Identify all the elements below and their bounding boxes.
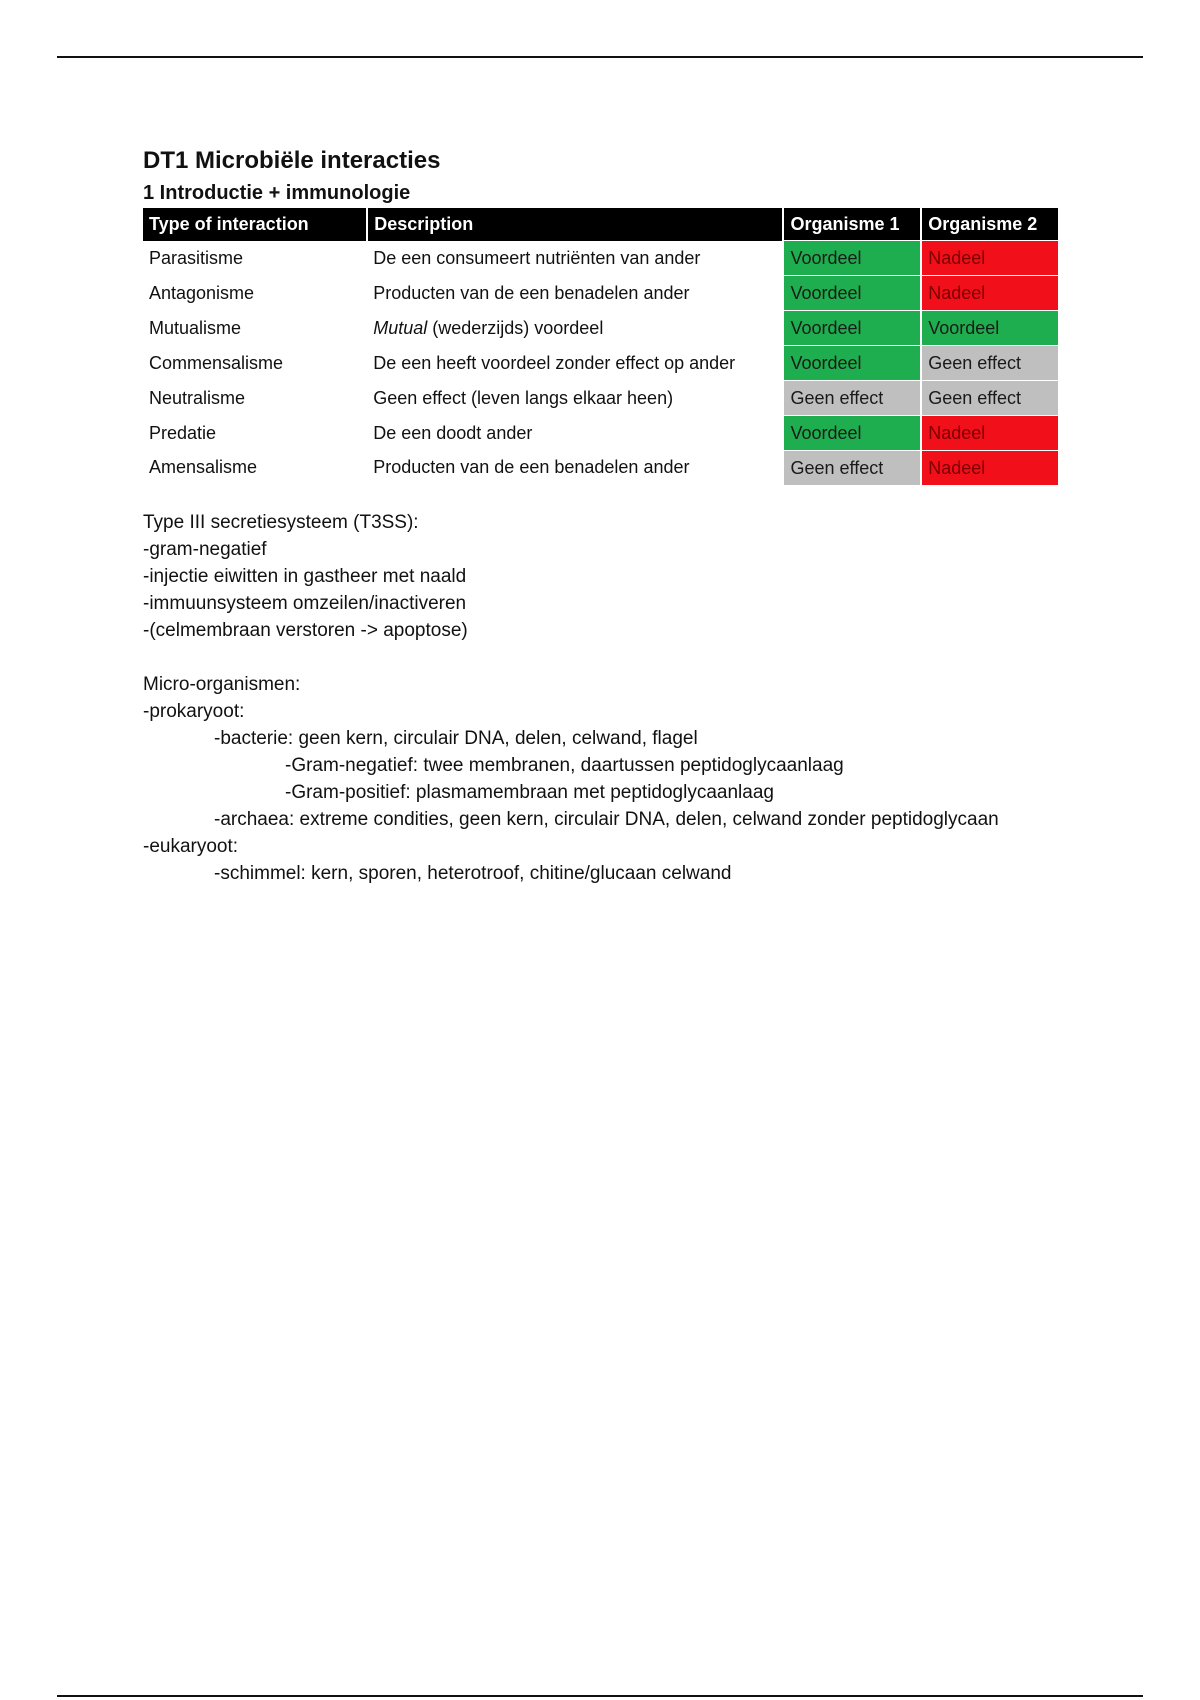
cell-organisme-2: Nadeel <box>921 416 1058 451</box>
top-rule <box>57 56 1143 58</box>
cell-description: Producten van de een benadelen ander <box>373 282 690 303</box>
t3ss-line: -(celmembraan verstoren -> apoptose) <box>143 620 468 641</box>
table-row <box>143 346 1058 381</box>
cell-type: Neutralisme <box>149 387 246 408</box>
table-row <box>143 241 1058 276</box>
table-row <box>143 451 1058 486</box>
cell-description: De een consumeert nutriënten van ander <box>373 247 701 268</box>
bacterie-line: -bacterie: geen kern, circulair DNA, delen, celwand, flagel <box>214 728 698 749</box>
header-type: Type of interaction <box>143 208 367 241</box>
cell-organisme-1: Voordeel <box>783 241 921 276</box>
t3ss-line: -gram-negatief <box>143 539 267 560</box>
page-content <box>143 144 1063 887</box>
cell-organisme-2: Nadeel <box>921 276 1058 311</box>
table-row <box>143 381 1058 416</box>
eukaryoot-line: -eukaryoot: <box>143 836 239 857</box>
spacer <box>143 644 1063 671</box>
micro-heading: Micro-organismen: <box>143 674 301 695</box>
cell-organisme-2: Geen effect <box>921 381 1058 416</box>
cell-type: Commensalisme <box>149 352 284 373</box>
section-title: 1 Introductie + immunologie <box>143 182 411 204</box>
prokaryoot-line: -prokaryoot: <box>143 701 245 722</box>
t3ss-line: -immuunsysteem omzeilen/inactiveren <box>143 593 467 614</box>
cell-organisme-1: Geen effect <box>783 451 921 486</box>
cell-organisme-2: Nadeel <box>921 241 1058 276</box>
t3ss-heading: Type III secretiesysteem (T3SS): <box>143 512 419 533</box>
archaea-line: -archaea: extreme condities, geen kern, circulair DNA, delen, celwand zonder peptidoglycaan <box>214 809 999 830</box>
table-row <box>143 311 1058 346</box>
cell-organisme-1: Voordeel <box>783 346 921 381</box>
cell-description: De een doodt ander <box>373 422 533 443</box>
gram-positief-line: -Gram-positief: plasmamembraan met peptidoglycaanlaag <box>285 782 774 803</box>
cell-description: De een heeft voordeel zonder effect op ander <box>373 352 736 373</box>
interactions-table <box>143 208 1058 485</box>
gram-negatief-line: -Gram-negatief: twee membranen, daartussen peptidoglycaanlaag <box>285 755 844 776</box>
header-organisme-1: Organisme 1 <box>783 208 921 241</box>
cell-type: Parasitisme <box>149 247 244 268</box>
cell-description: Geen effect (leven langs elkaar heen) <box>373 387 674 408</box>
cell-description-rest: (wederzijds) voordeel <box>427 317 604 338</box>
cell-organisme-1: Voordeel <box>783 416 921 451</box>
t3ss-line: -injectie eiwitten in gastheer met naald <box>143 566 467 587</box>
cell-organisme-1: Voordeel <box>783 311 921 346</box>
schimmel-line: -schimmel: kern, sporen, heterotroof, chitine/glucaan celwand <box>214 863 732 884</box>
cell-organisme-2: Nadeel <box>921 451 1058 486</box>
cell-type: Predatie <box>149 422 217 443</box>
table-row <box>143 416 1058 451</box>
header-organisme-2: Organisme 2 <box>921 208 1058 241</box>
cell-type: Amensalisme <box>149 457 258 478</box>
notes-section <box>143 509 1063 887</box>
cell-description <box>367 311 783 346</box>
cell-organisme-2: Voordeel <box>921 311 1058 346</box>
bottom-rule <box>57 1695 1143 1697</box>
cell-type: Mutualisme <box>149 317 242 338</box>
cell-organisme-1: Voordeel <box>783 276 921 311</box>
cell-description-italic: Mutual <box>373 317 428 338</box>
header-description: Description <box>367 208 783 241</box>
page-title: DT1 Microbiële interacties <box>143 147 441 174</box>
table-row <box>143 276 1058 311</box>
table-header-row <box>143 208 1058 241</box>
cell-type: Antagonisme <box>149 282 255 303</box>
cell-organisme-1: Geen effect <box>783 381 921 416</box>
cell-organisme-2: Geen effect <box>921 346 1058 381</box>
cell-description: Producten van de een benadelen ander <box>373 457 690 478</box>
